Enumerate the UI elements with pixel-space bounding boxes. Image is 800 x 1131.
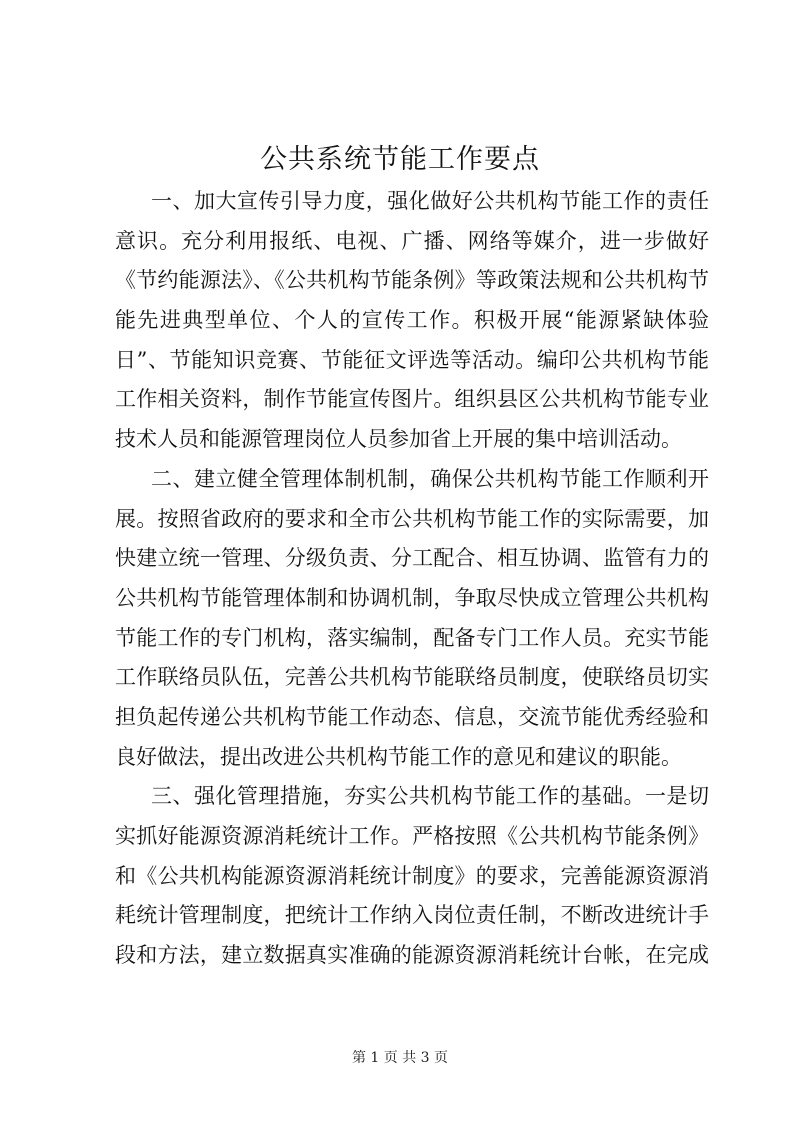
paragraph-line: 和《公共机构能源资源消耗统计制度》的要求，完善能源资源消: [115, 863, 709, 888]
document-title: 公共系统节能工作要点: [260, 144, 540, 175]
paragraph-line: 公共机构节能管理体制和协调机制，争取尽快成立管理公共机构: [115, 585, 709, 610]
paragraph-line: 良好做法，提出改进公共机构节能工作的意见和建议的职能。: [115, 744, 682, 769]
paragraph-line: 展。按照省政府的要求和全市公共机构节能工作的实际需要，加: [115, 506, 709, 531]
paragraph-line: 实抓好能源资源消耗统计工作。严格按照《公共机构节能条例》: [115, 824, 709, 848]
paragraph-line: 《节约能源法》、《公共机构节能条例》等政策法规和公共机构节: [115, 268, 709, 293]
paragraph-line: 快建立统一管理、分级负责、分工配合、相互协调、监管有力的: [115, 546, 709, 571]
paragraph-line: 工作联络员队伍，完善公共机构节能联络员制度，使联络员切实: [115, 665, 709, 690]
paragraph-line: 三、强化管理措施，夯实公共机构节能工作的基础。一是切: [151, 784, 709, 809]
paragraph-line: 技术人员和能源管理岗位人员参加省上开展的集中培训活动。: [115, 427, 682, 452]
paragraph-line: 节能工作的专门机构，落实编制，配备专门工作人员。充实节能: [115, 625, 709, 650]
paragraph-line: 耗统计管理制度，把统计工作纳入岗位责任制，不断改进统计手: [115, 903, 709, 928]
paragraph-line: 段和方法，建立数据真实准确的能源资源消耗统计台帐，在完成: [115, 943, 709, 968]
paragraph-line: 意识。充分利用报纸、电视、广播、网络等媒介，进一步做好: [115, 228, 709, 253]
paragraph-line: 一、加大宣传引导力度，强化做好公共机构节能工作的责任: [151, 189, 709, 213]
document-body: [115, 182, 709, 976]
paragraph-line: 二、建立健全管理体制机制，确保公共机构节能工作顺利开: [151, 466, 709, 491]
paragraph-line: 工作相关资料，制作节能宣传图片。组织县区公共机构节能专业: [115, 387, 709, 412]
paragraph-line: 担负起传递公共机构节能工作动态、信息，交流节能优秀经验和: [115, 704, 709, 729]
paragraph-line: 能先进典型单位、个人的宣传工作。积极开展“能源紧缺体验: [115, 308, 709, 333]
paragraph-line: 日”、节能知识竞赛、节能征文评选等活动。编印公共机构节能: [115, 347, 709, 372]
page-number-footer: 第 1 页 共 3 页: [351, 1050, 449, 1066]
